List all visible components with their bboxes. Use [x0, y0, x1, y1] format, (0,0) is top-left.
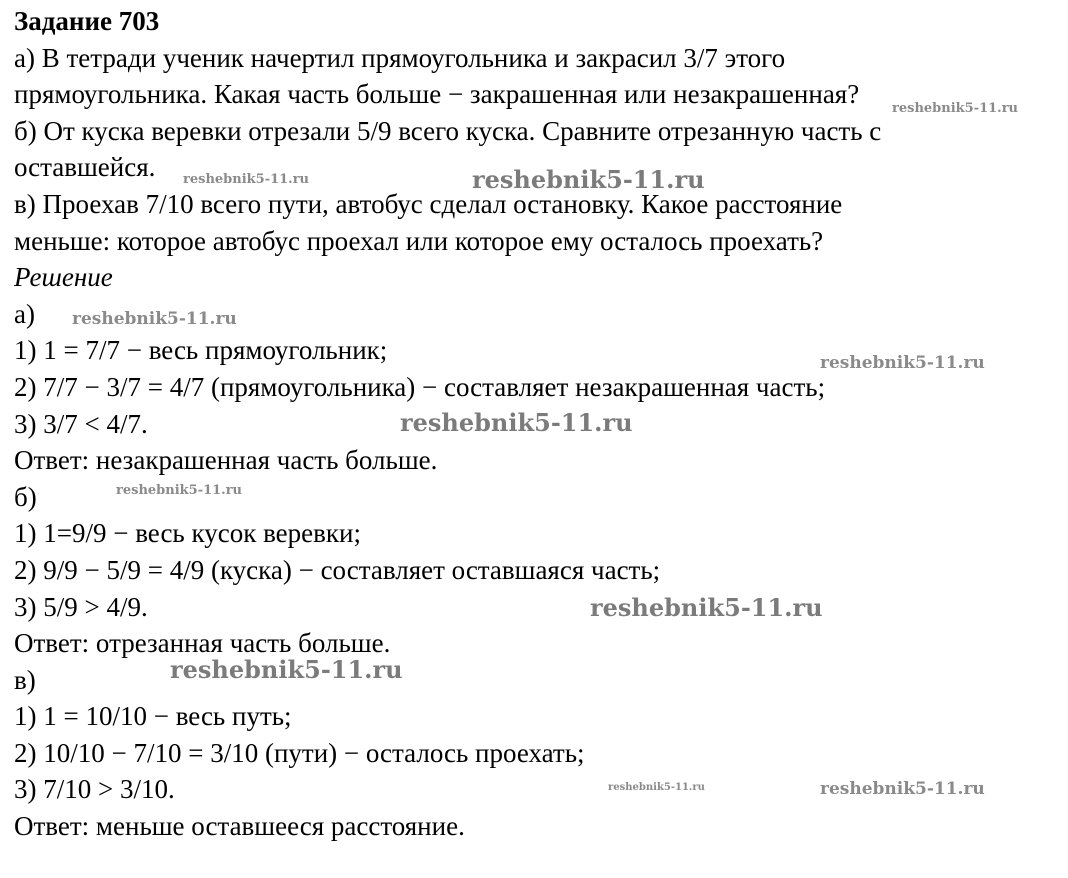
- watermark: reshebnik5-11.ru: [400, 408, 633, 437]
- task-line: а) В тетради ученик начертил прямоугольника и закрасил 3/7 этого: [14, 42, 786, 73]
- solution-step: 1) 1=9/9 − весь кусок веревки;: [14, 518, 361, 549]
- answer-line: Ответ: незакрашенная часть больше.: [14, 445, 438, 476]
- watermark: reshebnik5-11.ru: [892, 101, 1019, 116]
- solution-part-b: [14, 479, 1064, 662]
- watermark: reshebnik5-11.ru: [72, 309, 237, 329]
- watermark: reshebnik5-11.ru: [820, 353, 985, 373]
- watermark: reshebnik5-11.ru: [183, 172, 310, 187]
- solution-step: 1) 1 = 10/10 − весь путь;: [14, 701, 292, 732]
- answer-line: Ответ: отрезанная часть больше.: [14, 628, 391, 659]
- solution-heading: Решение: [14, 262, 113, 293]
- task-line: меньше: которое автобус проехал или которое ему осталось проехать?: [14, 225, 824, 256]
- watermark: reshebnik5-11.ru: [608, 782, 705, 793]
- task-line: оставшейся.: [14, 152, 156, 183]
- solution-step: 2) 10/10 − 7/10 = 3/10 (пути) − осталось проехать;: [14, 737, 585, 768]
- watermark: reshebnik5-11.ru: [820, 779, 985, 799]
- solution-step: 1) 1 = 7/7 − весь прямоугольник;: [14, 335, 388, 366]
- task-line: в) Проехав 7/10 всего пути, автобус сделал остановку. Какое расстояние: [14, 188, 843, 219]
- solution-part-c: [14, 662, 1064, 845]
- watermark: reshebnik5-11.ru: [170, 655, 403, 684]
- solution-step: 3) 7/10 > 3/10.: [14, 774, 175, 805]
- part-label: а): [14, 298, 35, 329]
- answer-line: Ответ: меньше оставшееся расстояние.: [14, 811, 465, 842]
- part-label: б): [14, 481, 37, 512]
- part-label: в): [14, 664, 36, 695]
- task-line: б) От куска веревки отрезали 5/9 всего куска. Сравните отрезанную часть с: [14, 115, 882, 146]
- solution-step: 2) 9/9 − 5/9 = 4/9 (куска) − составляет оставшаяся часть;: [14, 554, 661, 585]
- watermark: reshebnik5-11.ru: [472, 165, 705, 194]
- solution-step: 2) 7/7 − 3/7 = 4/7 (прямоугольника) − составляет незакрашенная часть;: [14, 371, 826, 402]
- task-title: Задание 703: [14, 6, 160, 36]
- task-statement: [14, 40, 1064, 260]
- solution-step: 3) 5/9 > 4/9.: [14, 591, 148, 622]
- watermark: reshebnik5-11.ru: [590, 593, 823, 622]
- task-line: прямоугольника. Какая часть больше − закрашенная или незакрашенная?: [14, 79, 860, 110]
- watermark: reshebnik5-11.ru: [116, 483, 243, 498]
- solution-step: 3) 3/7 < 4/7.: [14, 408, 148, 439]
